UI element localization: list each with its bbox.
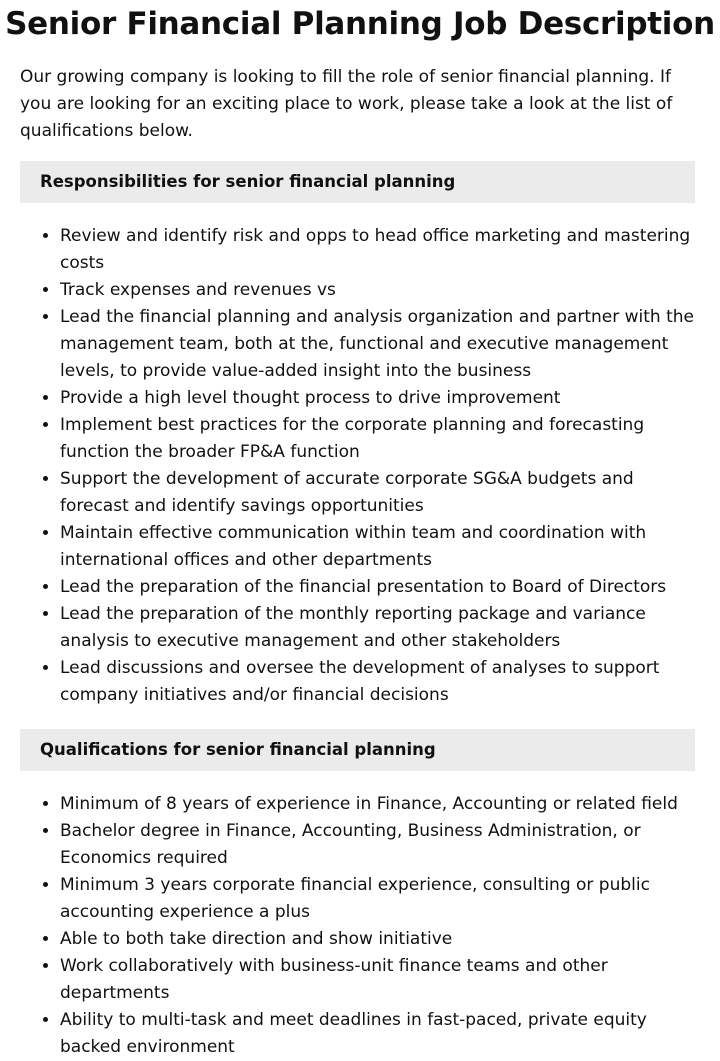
list-item: • Implement best practices for the corporate planning and forecasting function the broader FP&A function (60, 412, 695, 466)
list-item: • Support the development of accurate corporate SG&A budgets and forecast and identify savings opportunities (60, 466, 695, 520)
list-item: • Maintain effective communication within team and coordination with international offices and other departments (60, 520, 695, 574)
section-heading: Qualifications for senior financial planning (20, 729, 695, 771)
list-item: • Track expenses and revenues vs (60, 277, 695, 304)
list-item: • Work collaboratively with business-unit finance teams and other departments (60, 953, 695, 1007)
list-item: • Lead the preparation of the monthly reporting package and variance analysis to executive management and other stakeholders (60, 601, 695, 655)
list-item: • Minimum of 8 years of experience in Finance, Accounting or related field (60, 791, 695, 818)
list-item: • Minimum 3 years corporate financial experience, consulting or public accounting experience a plus (60, 872, 695, 926)
list-item: • Able to both take direction and show initiative (60, 926, 695, 953)
list-item: • Lead the financial planning and analysis organization and partner with the management team, both at the, functional and executive management levels, to provide value-added insight into the business (60, 304, 695, 385)
page-title: Senior Financial Planning Job Description (5, 6, 715, 42)
section-heading: Responsibilities for senior financial planning (20, 161, 695, 203)
list-item: • Ability to multi-task and meet deadlines in fast-paced, private equity backed environment (60, 1007, 695, 1061)
section-list (20, 223, 695, 709)
section-list (20, 791, 695, 1061)
list-item: • Provide a high level thought process to drive improvement (60, 385, 695, 412)
list-item: • Lead the preparation of the financial presentation to Board of Directors (60, 574, 695, 601)
list-item: • Bachelor degree in Finance, Accounting, Business Administration, or Economics required (60, 818, 695, 872)
intro-text: Our growing company is looking to fill the role of senior financial planning. If you are looking for an exciting place to work, please take a look at the list of qualifications below. (20, 67, 673, 141)
list-item: • Lead discussions and oversee the development of analyses to support company initiatives and/or financial decisions (60, 655, 695, 709)
list-item: • Review and identify risk and opps to head office marketing and mastering costs (60, 223, 695, 277)
sections (0, 161, 720, 1061)
